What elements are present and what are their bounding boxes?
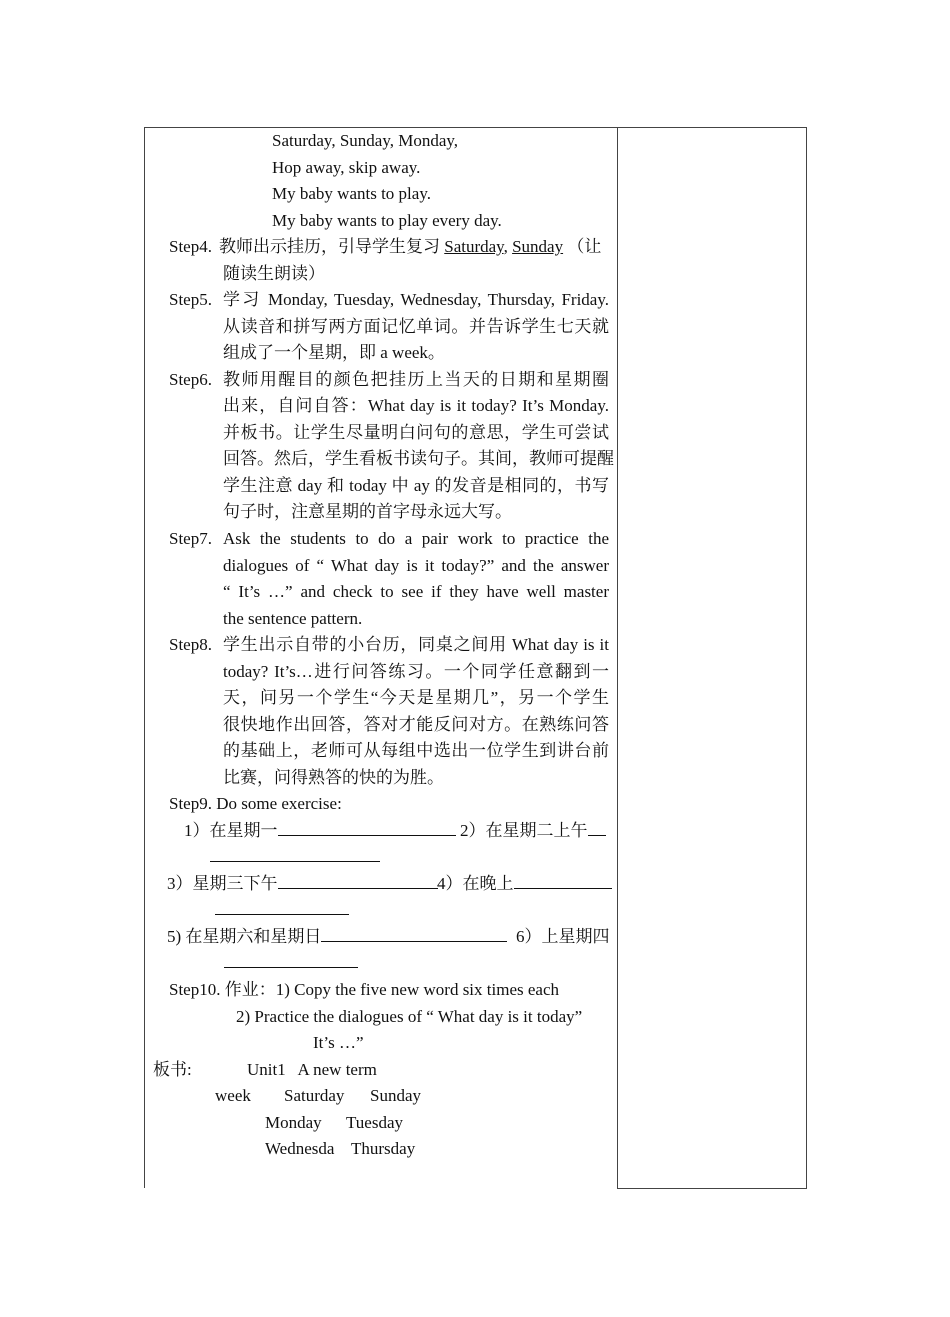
step5-line: 学习 Monday, Tuesday, Wednesday, Thursday, Friday.	[223, 290, 609, 309]
board-label: 板书:	[153, 1060, 192, 1079]
exercise-4-prompt: 4）在晚上	[437, 874, 514, 893]
step6-line: 学生注意 day 和 today 中 ay 的发音是相同的，书写	[223, 476, 609, 495]
step6-line: 出来，自问自答：What day is it today? It’s Monday.	[223, 396, 609, 415]
saturday-word: Saturday	[444, 237, 504, 256]
step9-label: Step9. Do some exercise:	[169, 794, 342, 813]
board-word: Sunday	[370, 1086, 421, 1105]
exercise-4-cont	[215, 897, 349, 923]
board-title: Unit1 A new term	[247, 1060, 377, 1079]
exercise-3	[167, 871, 438, 897]
board-word: Tuesday	[346, 1113, 403, 1132]
comma: ,	[503, 237, 513, 256]
answer-blank-4b	[215, 897, 349, 915]
step7-line: Ask the students to do a pair work to practice the	[223, 529, 609, 548]
homework-item-2: 2) Practice the dialogues of “ What day is it today”	[236, 1007, 583, 1026]
step6-label: Step6.	[169, 370, 212, 389]
answer-blank-4a	[514, 871, 612, 889]
board-word: Thursday	[351, 1139, 416, 1158]
exercise-6-cont	[224, 950, 358, 976]
rhyme-line: Saturday, Sunday, Monday,	[272, 131, 459, 150]
exercise-5	[167, 924, 507, 950]
step8-line: 比赛，问得熟答的快的为胜。	[223, 768, 444, 787]
exercise-2	[460, 818, 606, 844]
step5-line: 从读音和拼写两方面记忆单词。并告诉学生七天就	[223, 317, 609, 336]
table-right-border	[806, 127, 807, 1189]
answer-blank-2b	[210, 844, 380, 862]
exercise-5-prompt: 5) 在星期六和星期日	[167, 927, 322, 946]
step8-line: 学生出示自带的小台历，同桌之间用 What day is it	[223, 635, 609, 654]
exercise-3-prompt: 3）星期三下午	[167, 874, 278, 893]
step4-line1	[219, 234, 601, 260]
step5-line: 组成了一个星期，即 a week。	[223, 343, 445, 362]
step8-line: 天，问另一个学生“今天是星期几”，另一个学生	[223, 688, 609, 707]
step4-text-end: （让	[563, 237, 602, 256]
step4-line2: 随读生朗读）	[223, 264, 325, 283]
rhyme-line: My baby wants to play every day.	[272, 211, 502, 230]
exercise-1-prompt: 1）在星期一	[184, 821, 278, 840]
answer-blank-6	[224, 950, 358, 968]
step6-line: 回答。然后，学生看板书读句子。其间，教师可提醒	[223, 449, 614, 468]
step4-text: 教师出示挂历，引导学生复习	[219, 237, 445, 256]
answer-blank-3	[278, 871, 438, 889]
exercise-6: 6）上星期四	[516, 927, 610, 946]
answer-blank-1	[278, 818, 456, 836]
step6-line: 并板书。让学生尽量明白问句的意思，学生可尝试	[223, 423, 609, 442]
step8-line: today? It’s…进行问答练习。一个同学任意翻到一	[223, 662, 609, 681]
table-column-divider	[617, 127, 618, 1189]
answer-blank-2a	[588, 818, 606, 836]
step8-line: 很快地作出回答，答对才能反问对方。在熟练问答	[223, 715, 609, 734]
step10-label: Step10. 作业：	[169, 980, 276, 999]
table-top-border	[144, 127, 806, 128]
answer-blank-5	[321, 924, 507, 942]
exercise-1	[184, 818, 456, 844]
rhyme-line: Hop away, skip away.	[272, 158, 421, 177]
exercise-2-cont	[210, 844, 380, 870]
step7-line: the sentence pattern.	[223, 609, 363, 628]
sunday-word: Sunday	[512, 237, 564, 256]
board-word: Monday	[265, 1113, 322, 1132]
homework-item-1: 1) Copy the five new word six times each	[275, 980, 559, 999]
exercise-4	[437, 871, 612, 897]
step5-label: Step5.	[169, 290, 212, 309]
step8-line: 的基础上，老师可从每组中选出一位学生到讲台前	[223, 741, 609, 760]
step4-label: Step4.	[169, 237, 212, 256]
step7-line: “ It’s …” and check to see if they have well master	[223, 582, 609, 601]
table-bottom-border	[617, 1188, 806, 1189]
board-word: week	[215, 1086, 251, 1105]
step7-line: dialogues of “ What day is it today?” and the answer	[223, 556, 609, 575]
homework-item-2-cont: It’s …”	[313, 1033, 364, 1052]
step6-line: 句子时，注意星期的首字母永远大写。	[223, 502, 512, 521]
step6-line: 教师用醒目的颜色把挂历上当天的日期和星期圈	[223, 370, 609, 389]
board-word: Wednesda	[265, 1139, 335, 1158]
table-left-border	[144, 127, 145, 1188]
exercise-2-prompt: 2）在星期二上午	[460, 821, 588, 840]
step7-label: Step7.	[169, 529, 212, 548]
step8-label: Step8.	[169, 635, 212, 654]
rhyme-line: My baby wants to play.	[272, 184, 431, 203]
board-word: Saturday	[284, 1086, 345, 1105]
step10-line	[169, 977, 559, 1003]
